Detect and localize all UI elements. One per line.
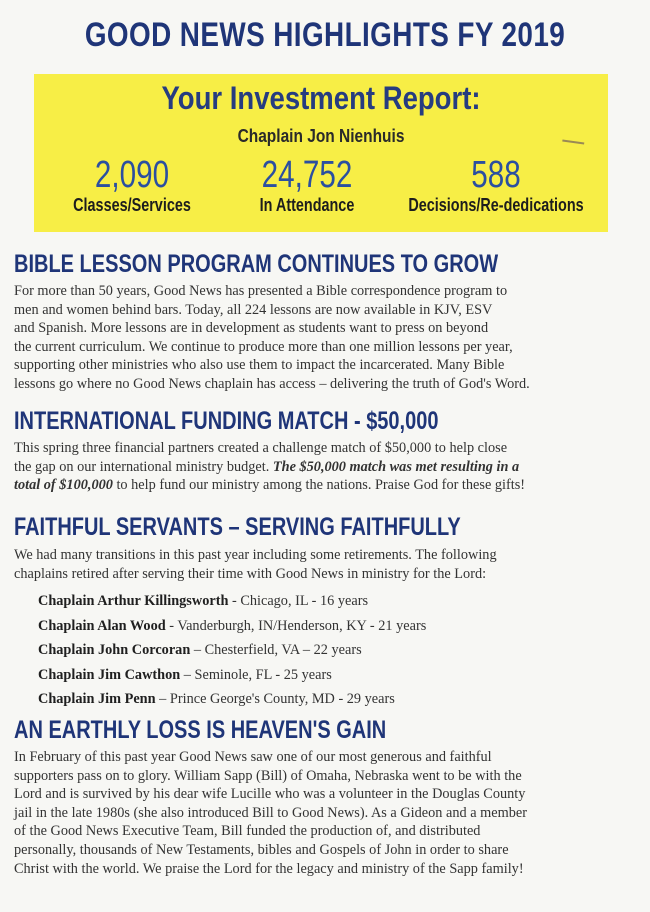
section-body-faithful-servants — [14, 546, 630, 583]
chaplain-name: Chaplain Arthur Killingsworth — [38, 593, 229, 609]
investment-report-box — [34, 74, 608, 232]
list-item — [38, 589, 628, 614]
body-line: We had many transitions in this past year including some retirements. The following — [14, 547, 497, 563]
body-line: chaplains retired after serving their time with Good News in ministry for the Lord: — [14, 565, 487, 582]
body-line: the current curriculum. We continue to produce more than one million lessons per year, — [14, 338, 513, 355]
stat-label: Classes/Services — [73, 195, 191, 215]
body-emphasis: total of $100,000 — [14, 477, 113, 494]
list-item — [38, 638, 628, 663]
body-line: This spring three financial partners created a challenge match of $50,000 to help close — [14, 440, 508, 456]
retired-chaplains-list — [38, 589, 628, 712]
list-item — [38, 663, 628, 688]
list-item — [38, 614, 628, 639]
stat-decisions — [386, 154, 606, 216]
stat-attendance — [232, 154, 382, 216]
stat-label: In Attendance — [259, 195, 355, 215]
chaplain-name: Chaplain John Corcoran — [38, 642, 191, 658]
chaplain-name: Chaplain Jim Penn — [38, 691, 156, 707]
body-line: jail in the late 1980s (she also introduced Bill to Good News). As a Gideon and a member — [14, 804, 527, 821]
section-heading-funding-match: INTERNATIONAL FUNDING MATCH - $50,000 — [14, 407, 439, 435]
chaplain-detail: – Seminole, FL - 25 years — [180, 666, 332, 683]
body-line: In February of this past year Good News saw one of our most generous and faithful — [14, 749, 492, 765]
chaplain-detail: - Vanderburgh, IN/Henderson, KY - 21 years — [165, 617, 427, 634]
body-line: men and women behind bars. Today, all 224 lessons are now available in KJV, ESV — [14, 301, 493, 318]
chaplain-detail: – Chesterfield, VA – 22 years — [190, 642, 362, 658]
page-title: GOOD NEWS HIGHLIGHTS FY 2019 — [84, 16, 566, 54]
chaplain-detail: – Prince George's County, MD - 29 years — [155, 691, 395, 707]
body-line: Lord and is survived by his dear wife Lucille who was a volunteer in the Douglas County — [14, 786, 526, 803]
chaplain-name: Chaplain Alan Wood — [38, 617, 166, 634]
body-line: supporters pass on to glory. William Sapp (Bill) of Omaha, Nebraska went to be with the — [14, 767, 522, 784]
body-line: personally, thousands of New Testaments, bibles and Gospels of John in order to share — [14, 841, 509, 858]
body-line: to help fund our ministry among the nations. Praise God for these gifts! — [112, 477, 526, 494]
report-subtitle: Chaplain Jon Nienhuis — [237, 126, 405, 146]
stat-value: 2,090 — [94, 154, 170, 196]
section-body-funding-match — [14, 439, 630, 495]
report-title: Your Investment Report: — [161, 80, 481, 116]
stat-value: 588 — [471, 154, 521, 196]
stat-classes — [42, 154, 222, 216]
body-line: the gap on our international ministry budget. — [14, 458, 273, 475]
body-line: of the Good News Executive Team, Bill funded the production of, and distributed — [14, 823, 481, 840]
section-heading-bible-lessons: BIBLE LESSON PROGRAM CONTINUES TO GROW — [14, 250, 499, 278]
body-line: Christ with the world. We praise the Lord for the legacy and ministry of the Sapp family! — [14, 860, 524, 877]
body-line: lessons go where no Good News chaplain has access – delivering the truth of God's Word. — [14, 375, 530, 392]
section-body-earthly-loss — [14, 748, 630, 878]
chaplain-detail: - Chicago, IL - 16 years — [228, 593, 369, 609]
list-item — [38, 687, 628, 712]
section-heading-earthly-loss: AN EARTHLY LOSS IS HEAVEN'S GAIN — [14, 716, 387, 744]
stat-value: 24,752 — [261, 154, 353, 196]
body-line: and Spanish. More lessons are in development as students want to press on beyond — [14, 320, 489, 337]
body-emphasis: The $50,000 match was met resulting in a — [272, 458, 520, 475]
section-heading-faithful-servants: FAITHFUL SERVANTS – SERVING FAITHFULLY — [14, 513, 461, 541]
stat-label: Decisions/Re-dedications — [408, 195, 584, 215]
section-body-bible-lessons — [14, 282, 630, 394]
body-line: For more than 50 years, Good News has presented a Bible correspondence program to — [14, 283, 508, 299]
chaplain-name: Chaplain Jim Cawthon — [38, 666, 181, 683]
body-line: supporting other ministries who also use them to impact the incarcerated. Many Bible — [14, 357, 505, 374]
